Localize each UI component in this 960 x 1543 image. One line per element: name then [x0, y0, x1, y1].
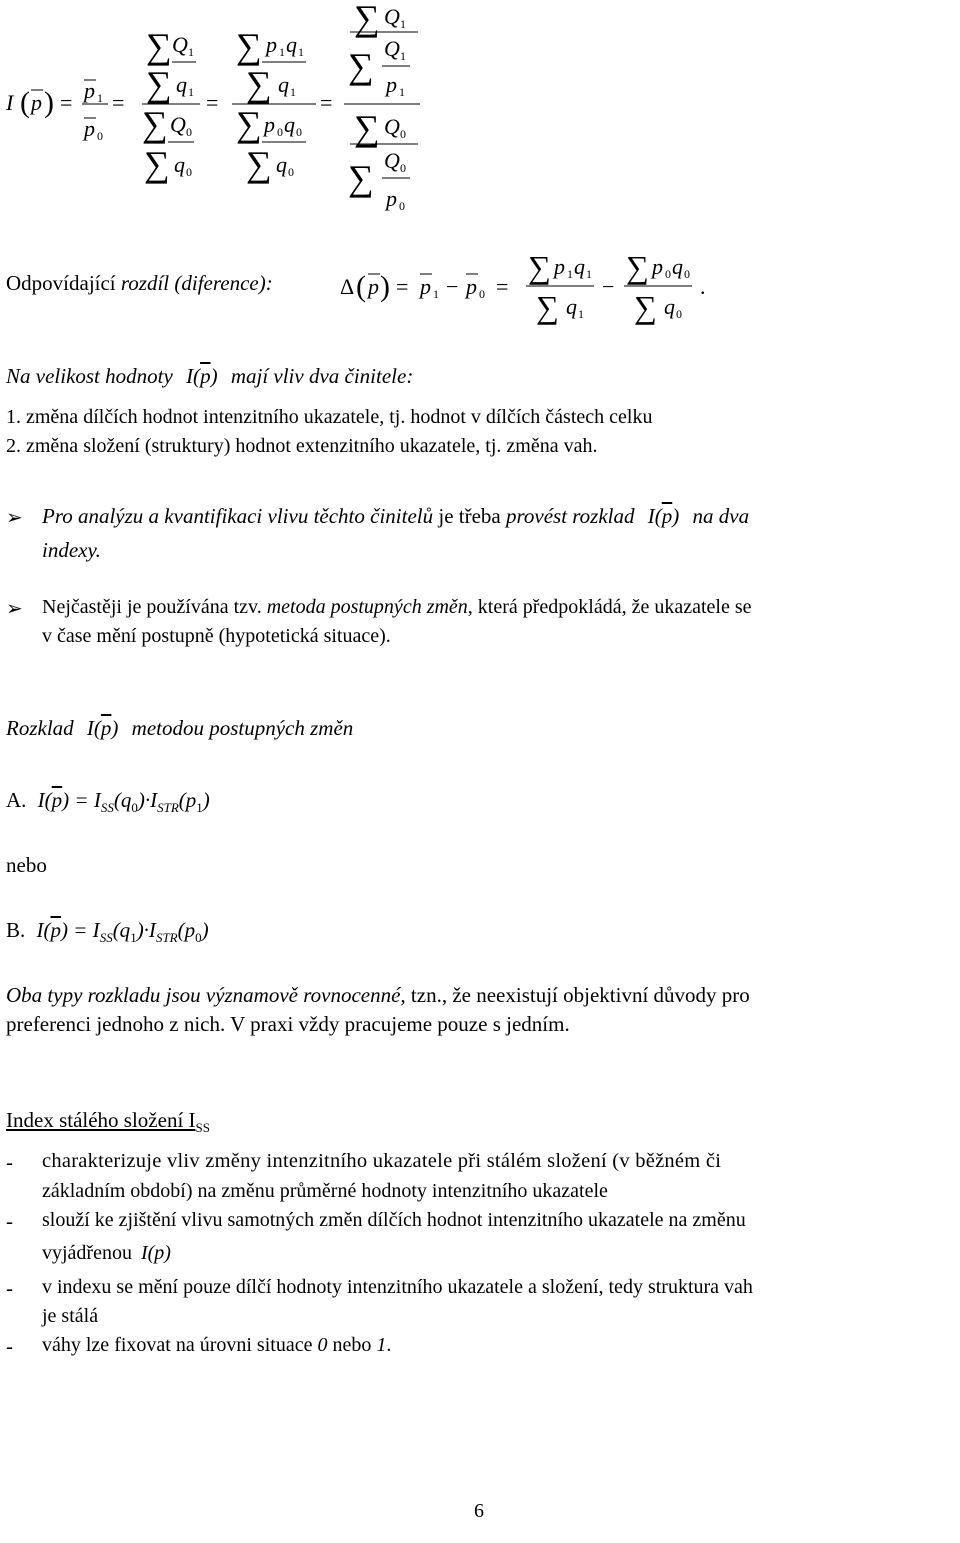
svg-text:q: q: [574, 254, 585, 279]
bullet-2-normal-1: Nejčastěji je používána tzv.: [42, 596, 267, 618]
svg-text:=: =: [496, 274, 509, 299]
list-item-3-line-1: v indexu se mění pouze dílčí hodnoty intenzitního ukazatele a složení, tedy struktura vah: [42, 1276, 753, 1298]
bullet-1-line-2: indexy.: [42, 538, 101, 562]
svg-text:p: p: [84, 78, 95, 103]
svg-text:q: q: [284, 112, 295, 137]
svg-text:p: p: [84, 116, 95, 141]
svg-text:Q: Q: [172, 32, 188, 57]
svg-text:−: −: [602, 274, 615, 299]
list-item-1-line-1: charakterizuje vliv změny intenzitního ukazatele při stálém složení (v běžném či: [42, 1150, 722, 1172]
svg-text:∑: ∑: [626, 249, 649, 285]
svg-text:∑: ∑: [246, 144, 272, 184]
svg-text:p: p: [386, 72, 397, 97]
svg-text:p: p: [264, 112, 275, 137]
formula-difference: [340, 244, 720, 334]
svg-text:0: 0: [277, 125, 283, 139]
bullet-2-line-2: v čase mění postupně (hypotetická situace).: [42, 625, 391, 647]
bullet-1-italic-2: provést rozklad: [505, 504, 635, 528]
nebo-text: nebo: [6, 853, 47, 877]
svg-text:∑: ∑: [146, 26, 172, 66]
svg-text:0: 0: [684, 267, 690, 281]
bullet-1-line-1: [42, 504, 749, 529]
decomposition-title-end: metodou postupných změn: [131, 716, 354, 740]
svg-text:1: 1: [567, 267, 573, 281]
bullet-1-normal: je třeba: [433, 504, 506, 528]
svg-text:1: 1: [279, 45, 285, 59]
decomposition-b: [6, 918, 209, 946]
svg-text:−: −: [446, 274, 459, 299]
ip-symbol: $I(\overline{p})$: [186, 364, 218, 388]
svg-text:0: 0: [479, 287, 485, 301]
svg-text:=: =: [320, 90, 333, 115]
svg-text:Δ: Δ: [340, 274, 355, 299]
factor-item-2: 2. změna složení (struktury) hodnot extenzitního ukazatele, tj. změna vah.: [6, 435, 598, 457]
conclusion-line-1: [6, 983, 750, 1008]
factor-item-1: 1. změna dílčích hodnot intenzitního ukazatele, tj. hodnot v dílčích částech celku: [6, 406, 653, 428]
svg-text:∑: ∑: [354, 108, 380, 148]
arrow-bullet-icon: ➢: [6, 598, 23, 620]
svg-text:0: 0: [400, 127, 406, 141]
svg-text:p: p: [554, 254, 565, 279]
svg-text:1: 1: [298, 45, 304, 59]
list-item-1-line-2: základním období) na změnu průměrné hodnoty intenzitního ukazatele: [42, 1180, 608, 1202]
dash-bullet: -: [6, 1209, 13, 1233]
svg-text:p: p: [368, 274, 379, 299]
svg-text:I: I: [6, 90, 14, 115]
svg-text:0: 0: [186, 165, 192, 179]
svg-text:p: p: [466, 274, 477, 299]
svg-text:=: =: [60, 90, 73, 115]
svg-text:q: q: [278, 72, 289, 97]
svg-text:1: 1: [400, 17, 406, 31]
difference-label-italic: rozdíl (diference):: [120, 271, 273, 295]
svg-text:=: =: [396, 274, 409, 299]
bullet-2-italic: metoda postupných změn: [266, 596, 468, 618]
dash-bullet: -: [6, 1150, 13, 1174]
decomposition-a: [6, 788, 210, 816]
ip-symbol: $I(\overline{p})$: [647, 504, 680, 528]
svg-text:0: 0: [296, 125, 302, 139]
list-item-2-line-2: [42, 1242, 171, 1265]
svg-text:=: =: [206, 90, 219, 115]
svg-text:1: 1: [290, 85, 296, 99]
bullet-1-italic-1: Pro analýzu a kvantifikaci vlivu těchto činitelů: [42, 504, 434, 528]
svg-text:q: q: [664, 294, 675, 319]
svg-text:p: p: [386, 186, 397, 211]
svg-text:∑: ∑: [348, 158, 374, 198]
svg-text:(: (: [356, 270, 366, 303]
svg-text:p: p: [266, 32, 277, 57]
svg-text:∑: ∑: [146, 64, 172, 104]
formula-index-definition: [0, 0, 460, 220]
svg-text:0: 0: [288, 165, 294, 179]
svg-text:(: (: [20, 86, 30, 119]
svg-text:0: 0: [676, 307, 682, 321]
bullet-2-normal-2: , která předpokládá, že ukazatele se: [467, 596, 752, 618]
svg-text:Q: Q: [384, 114, 400, 139]
decomposition-title: [6, 716, 353, 741]
bullet-1-italic-3: na dva: [692, 504, 750, 528]
svg-text:1: 1: [578, 307, 584, 321]
list-item-4-one: 1: [376, 1334, 387, 1356]
svg-text:): ): [380, 270, 390, 303]
svg-text:1: 1: [399, 85, 405, 99]
list-item-2-line-2-text: vyjádřenou: [42, 1242, 132, 1264]
decomposition-title-start: Rozklad: [6, 716, 74, 740]
svg-text:p: p: [420, 274, 431, 299]
svg-text:0: 0: [399, 199, 405, 213]
svg-text:1: 1: [433, 287, 439, 301]
svg-text:Q: Q: [170, 112, 186, 137]
label-b: B.: [6, 918, 26, 942]
formula-a: $I(\overline{p}) = I_{SS}(q_0)\cdot I_{STR}(p_1)$: [37, 788, 210, 816]
svg-text:∑: ∑: [354, 0, 380, 38]
svg-text:1: 1: [188, 85, 194, 99]
ip-symbol: $I(\overline{p})$: [86, 716, 119, 740]
ip-symbol: I(p): [140, 1242, 171, 1264]
svg-text:): ): [44, 86, 54, 119]
svg-text:1: 1: [586, 267, 592, 281]
factors-intro-start: Na velikost hodnoty: [6, 364, 173, 388]
svg-text:Q: Q: [384, 4, 400, 29]
svg-text:1: 1: [188, 45, 194, 59]
list-item-4-b: nebo: [327, 1334, 377, 1356]
svg-text:∑: ∑: [236, 26, 262, 66]
dash-bullet: -: [6, 1334, 13, 1358]
conclusion-normal: tzn., že neexistují objektivní důvody pro: [405, 983, 750, 1007]
formula-b: $I(\overline{p}) = I_{SS}(q_1)\cdot I_{STR}(p_0)$: [36, 918, 209, 946]
svg-text:0: 0: [665, 267, 671, 281]
svg-text:∑: ∑: [348, 46, 374, 86]
conclusion-italic: Oba typy rozkladu jsou významově rovnocenné,: [6, 983, 406, 1007]
difference-label: [6, 271, 273, 296]
svg-text:q: q: [176, 72, 187, 97]
svg-text:0: 0: [97, 129, 103, 143]
svg-text:∑: ∑: [236, 104, 262, 144]
svg-text:1: 1: [400, 49, 406, 63]
svg-text:q: q: [174, 152, 185, 177]
factors-intro-end: mají vliv dva činitele:: [230, 364, 414, 388]
svg-text:=: =: [112, 90, 125, 115]
svg-text:p: p: [31, 90, 42, 115]
section-heading: [6, 1108, 210, 1136]
list-item-3-line-2: je stálá: [42, 1305, 99, 1327]
list-item-4-zero: 0: [317, 1334, 328, 1356]
svg-text:∑: ∑: [634, 289, 657, 325]
svg-text:0: 0: [186, 125, 192, 139]
difference-label-normal: Odpovídající: [6, 271, 121, 295]
svg-text:q: q: [286, 32, 297, 57]
conclusion-line-2: preferenci jednoho z nich. V praxi vždy pracujeme pouze s jedním.: [6, 1012, 570, 1036]
label-a: A.: [6, 788, 27, 812]
svg-text:q: q: [276, 152, 287, 177]
dash-bullet: -: [6, 1276, 13, 1300]
svg-text:q: q: [566, 294, 577, 319]
svg-text:q: q: [672, 254, 683, 279]
list-item-4-c: .: [386, 1334, 392, 1356]
svg-text:∑: ∑: [536, 289, 559, 325]
svg-text:∑: ∑: [246, 64, 272, 104]
svg-text:1: 1: [97, 91, 103, 105]
svg-text:0: 0: [400, 161, 406, 175]
factors-intro: [6, 364, 413, 389]
list-item-4: [42, 1334, 391, 1357]
page-number: 6: [474, 1500, 484, 1522]
svg-text:∑: ∑: [144, 144, 170, 184]
list-item-2-line-1: slouží ke zjištění vlivu samotných změn dílčích hodnot intenzitního ukazatele na změnu: [42, 1209, 746, 1231]
svg-text:Q: Q: [384, 148, 400, 173]
section-heading-sub: SS: [195, 1120, 210, 1136]
list-item-4-a: váhy lze fixovat na úrovni situace: [42, 1334, 318, 1356]
svg-text:p: p: [652, 254, 663, 279]
svg-text:∑: ∑: [528, 249, 551, 285]
arrow-bullet-icon: ➢: [6, 507, 23, 529]
svg-text:.: .: [700, 274, 706, 299]
bullet-2-line-1: [42, 596, 752, 619]
svg-text:Q: Q: [384, 36, 400, 61]
section-heading-text: Index stálého složení I: [6, 1108, 196, 1132]
svg-text:∑: ∑: [142, 104, 168, 144]
